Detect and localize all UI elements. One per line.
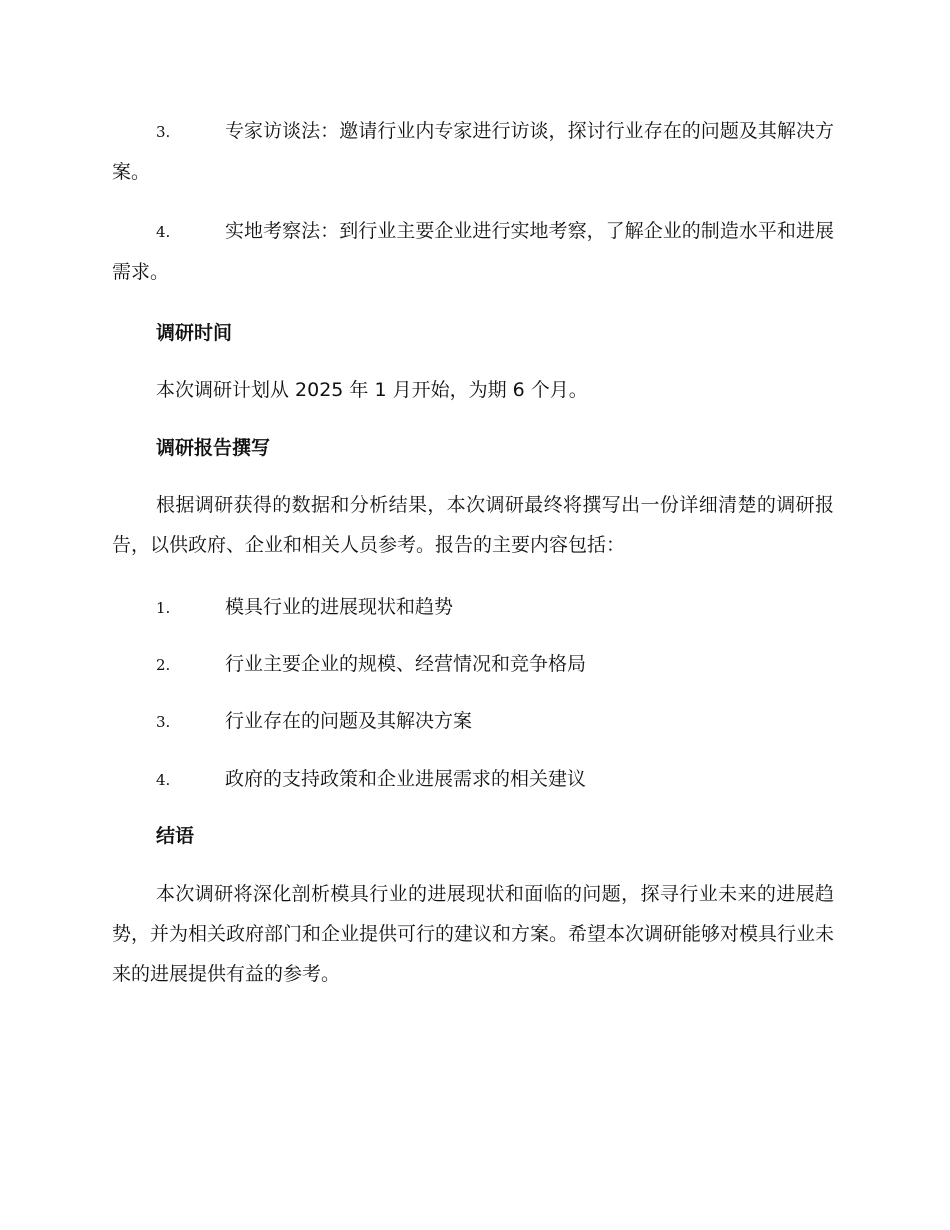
report-paragraph: 根据调研获得的数据和分析结果，本次调研最终将撰写出一份详细清楚的调研报告，以供政府、企业和相关人员参考。报告的主要内容包括： xyxy=(112,494,834,556)
schedule-paragraph: 本次调研计划从 2025 年 1 月开始，为期 6 个月。 xyxy=(156,379,588,401)
report-list-item-3 xyxy=(112,701,834,742)
list-number: 3. xyxy=(156,123,171,141)
report-list-item-2 xyxy=(112,644,834,685)
report-list-item-1 xyxy=(112,587,834,628)
list-item-text: 实地考察法：到行业主要企业进行实地考察，了解企业的制造水平和进展需求。 xyxy=(112,220,834,283)
list-number: 1. xyxy=(156,599,171,617)
section-heading-schedule: 调研时间 xyxy=(156,322,233,344)
section-heading-report: 调研报告撰写 xyxy=(156,437,271,459)
list-item-text: 行业存在的问题及其解决方案 xyxy=(225,710,473,732)
list-item-text: 政府的支持政策和企业进展需求的相关建议 xyxy=(225,768,587,790)
section-heading-conclusion: 结语 xyxy=(156,825,195,847)
method-list-item-4 xyxy=(112,211,834,292)
list-number: 2. xyxy=(156,656,171,674)
conclusion-paragraph: 本次调研将深化剖析模具行业的进展现状和面临的问题，探寻行业未来的进展趋势，并为相关政府部门和企业提供可行的建议和方案。希望本次调研能够对模具行业未来的进展提供有益的参考。 xyxy=(112,883,835,985)
method-list-item-3 xyxy=(112,111,834,192)
list-item-text: 模具行业的进展现状和趋势 xyxy=(225,596,454,618)
list-item-text: 专家访谈法：邀请行业内专家进行访谈，探讨行业存在的问题及其解决方案。 xyxy=(112,120,834,183)
list-number: 4. xyxy=(156,223,171,241)
list-number: 4. xyxy=(156,771,171,789)
list-number: 3. xyxy=(156,713,171,731)
list-item-text: 行业主要企业的规模、经营情况和竞争格局 xyxy=(225,653,587,675)
report-list-item-4 xyxy=(112,759,834,800)
